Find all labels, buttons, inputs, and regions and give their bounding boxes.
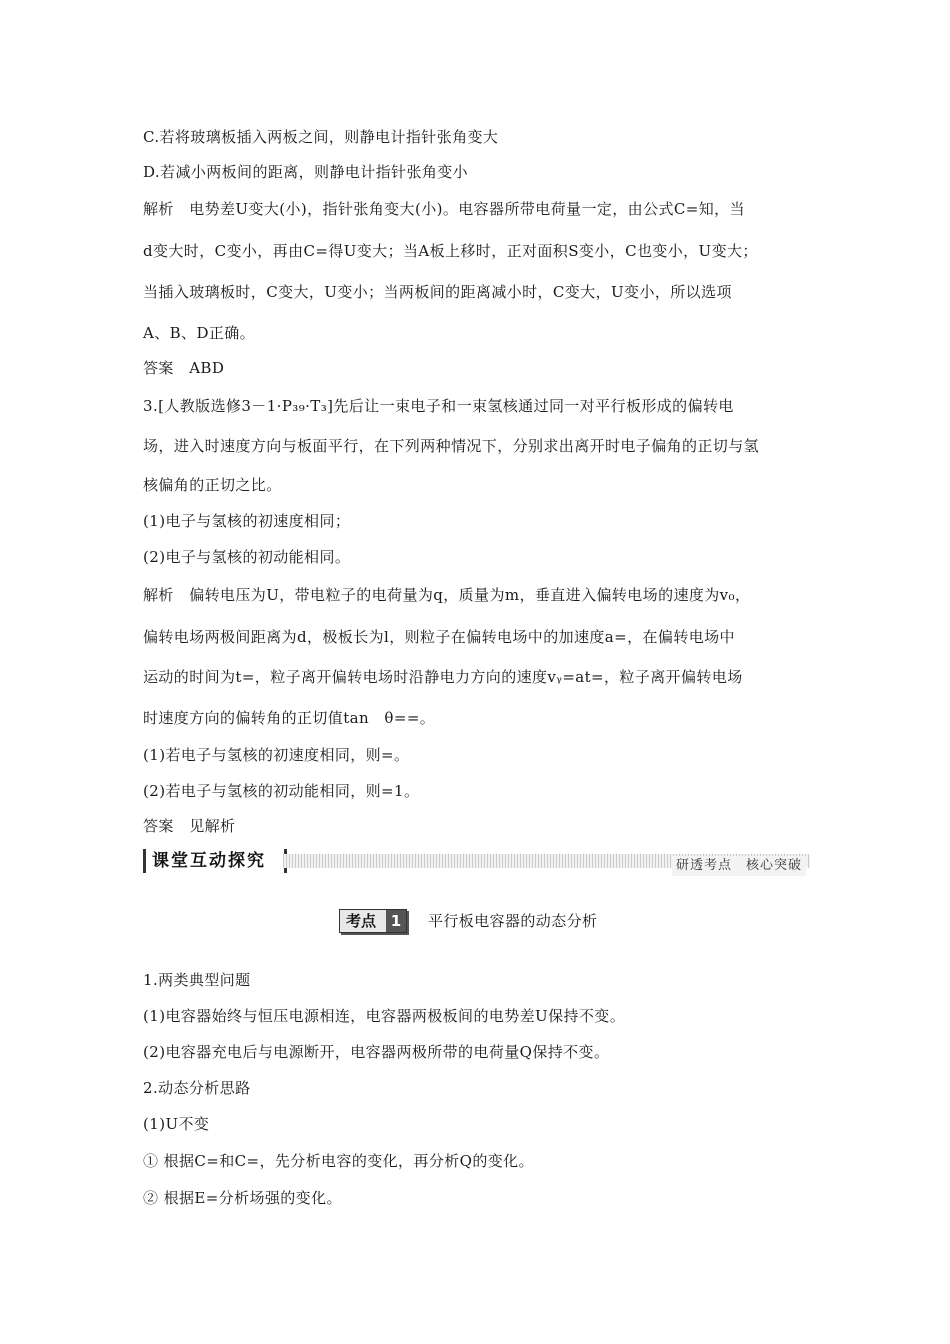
point-2-item-1: (1)U不变: [143, 1115, 210, 1133]
section-banner-title: 课堂互动探究: [143, 849, 287, 873]
option-d: D.若减小两板间的距离，则静电计指针张角变小: [143, 163, 469, 181]
question-3-line-2: 场，进入时速度方向与板面平行，在下列两种情况下，分别求出离开时电子偏角的正切与氢: [143, 437, 760, 455]
point-2-heading: 2.动态分析思路: [143, 1079, 251, 1097]
analysis-2-part-2: (2)若电子与氢核的初动能相同，则=1。: [143, 782, 420, 800]
point-1-item-1: (1)电容器始终与恒压电源相连，电容器两极板间的电势差U保持不变。: [143, 1007, 626, 1025]
kaodian-title: 平行板电容器的动态分析: [428, 912, 598, 930]
question-3-line-3: 核偏角的正切之比。: [143, 476, 282, 494]
answer-line: 答案 ABD: [143, 359, 225, 377]
analysis-2-line-3: 运动的时间为t=，粒子离开偏转电场时沿静电力方向的速度vᵧ=at=，粒子离开偏转电场: [143, 668, 743, 686]
point-2-step-1: ① 根据C=和C=，先分析电容的变化，再分析Q的变化。: [143, 1152, 534, 1170]
analysis-line-4: A、B、D正确。: [143, 324, 256, 342]
analysis-2-part-1: (1)若电子与氢核的初速度相同，则=。: [143, 746, 410, 764]
section-banner-subtitle: 研透考点 核心突破: [672, 856, 806, 876]
analysis-2-line-1: 解析 偏转电压为U，带电粒子的电荷量为q，质量为m，垂直进入偏转电场的速度为v₀，: [143, 586, 751, 604]
point-1-heading: 1.两类典型问题: [143, 971, 251, 989]
point-2-step-2: ② 根据E=分析场强的变化。: [143, 1189, 342, 1207]
analysis-line-3: 当插入玻璃板时，C变大，U变小；当两板间的距离减小时，C变大，U变小，所以选项: [143, 283, 732, 301]
answer-2-line: 答案 见解析: [143, 817, 236, 835]
section-banner-bar: [283, 854, 810, 873]
analysis-2-line-2: 偏转电场两极间距离为d，极板长为l，则粒子在偏转电场中的加速度a=，在偏转电场中: [143, 628, 735, 646]
kaodian-number: 1: [386, 910, 406, 932]
option-c: C.若将玻璃板插入两板之间，则静电计指针张角变大: [143, 128, 499, 146]
question-3-part-2: (2)电子与氢核的初动能相同。: [143, 548, 351, 566]
section-banner: [143, 849, 810, 873]
analysis-line-2: d变大时，C变小，再由C=得U变大；当A板上移时，正对面积S变小，C也变小，U变大；: [143, 242, 758, 260]
point-1-item-2: (2)电容器充电后与电源断开，电容器两极所带的电荷量Q保持不变。: [143, 1043, 610, 1061]
analysis-line-1: 解析 电势差U变大(小)，指针张角变大(小)。电容器所带电荷量一定，由公式C=知，当: [143, 200, 745, 218]
kaodian-label: 考点: [346, 912, 377, 930]
analysis-2-line-4: 时速度方向的偏转角的正切值tan θ==。: [143, 709, 436, 727]
question-3-part-1: (1)电子与氢核的初速度相同；: [143, 512, 351, 530]
question-3-line-1: 3.[人教版选修3－1·P₃₉·T₃]先后让一束电子和一束氢核通过同一对平行板形成的偏转电: [143, 397, 734, 415]
kaodian-badge: [339, 909, 407, 933]
